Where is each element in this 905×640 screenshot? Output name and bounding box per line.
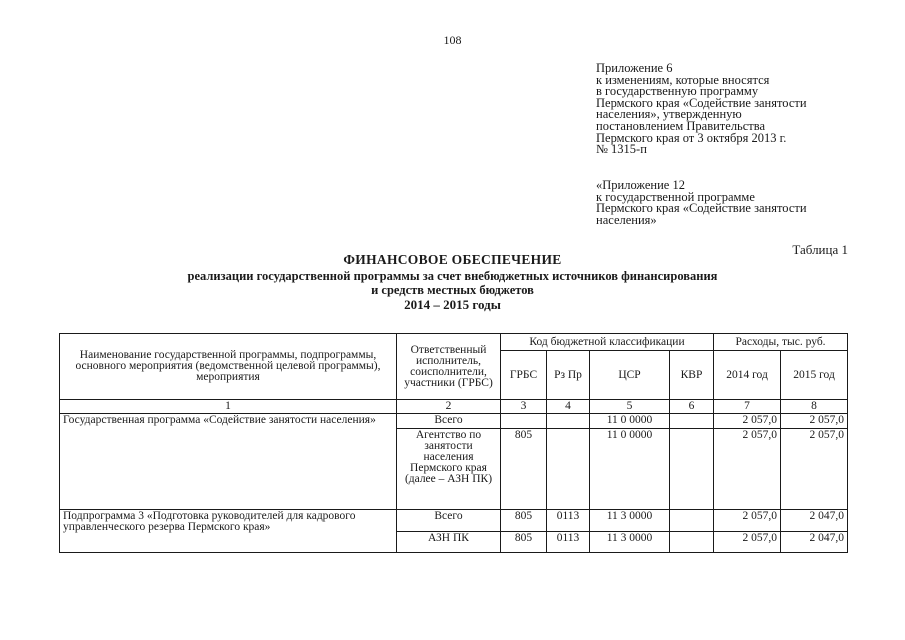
page-number: 108 xyxy=(443,33,462,47)
grbs-cell: 805 xyxy=(501,429,547,510)
table-label: Таблица 1 xyxy=(792,242,848,257)
rzpr-cell: 0113 xyxy=(547,510,590,532)
document-subtitle-line: реализации государственной программы за счет внебюджетных источников финансирования xyxy=(187,269,718,283)
amount-2014-cell: 2 057,0 xyxy=(714,532,781,553)
appendix-12-line: населения» xyxy=(596,212,657,227)
subprogram-name-cell: Подпрограмма 3 «Подготовка руководителей для кадрового управленческого резерва Пермского края» xyxy=(60,510,397,553)
amount-2015-cell: 2 047,0 xyxy=(781,532,848,553)
appendix-6-line: № 1315-п xyxy=(596,142,647,157)
rzpr-cell xyxy=(547,429,590,510)
amount-2014-cell: 2 057,0 xyxy=(714,510,781,532)
appendix-6-line: к изменениям, которые вносятся xyxy=(596,72,770,87)
appendix-6-line: Приложение 6 xyxy=(596,61,673,75)
header-grbs: ГРБС xyxy=(501,351,547,400)
header-csr: ЦСР xyxy=(590,351,670,400)
table-row xyxy=(60,510,848,532)
amount-2015-cell: 2 057,0 xyxy=(781,429,848,510)
executor-cell: Агентство по занятости населения Пермского края (далее – АЗН ПК) xyxy=(397,429,501,510)
appendix-12-line: к государственной программе xyxy=(596,189,755,204)
financing-table xyxy=(59,333,848,553)
appendix-6-line: населения», утвержденную xyxy=(596,107,742,122)
appendix-6-line: постановлением Правительства xyxy=(596,118,766,133)
csr-cell: 11 0 0000 xyxy=(590,414,670,429)
amount-2015-cell: 2 057,0 xyxy=(781,414,848,429)
appendix-6-line: Пермского края «Содействие занятости xyxy=(596,95,807,110)
program-name-cell: Государственная программа «Содействие занятости населения» xyxy=(60,414,397,510)
header-kvr: КВР xyxy=(670,351,714,400)
appendix-12-line: Пермского края «Содействие занятости xyxy=(596,201,807,216)
appendix-12-line: «Приложение 12 xyxy=(596,178,685,192)
column-number: 2 xyxy=(397,400,501,414)
rzpr-cell: 0113 xyxy=(547,532,590,553)
executor-cell: Всего xyxy=(397,510,501,532)
column-number: 8 xyxy=(781,400,848,414)
column-number: 5 xyxy=(590,400,670,414)
kvr-cell xyxy=(670,429,714,510)
header-expenses: Расходы, тыс. руб. xyxy=(714,334,848,351)
header-rzpr: Рз Пр xyxy=(547,351,590,400)
executor-cell: Всего xyxy=(397,414,501,429)
grbs-cell xyxy=(501,414,547,429)
header-2014: 2014 год xyxy=(714,351,781,400)
appendix-12-header xyxy=(596,180,807,226)
table-header-row xyxy=(60,334,848,351)
kvr-cell xyxy=(670,510,714,532)
column-number: 7 xyxy=(714,400,781,414)
document-title: ФИНАНСОВОЕ ОБЕСПЕЧЕНИЕ xyxy=(343,252,562,267)
column-number: 4 xyxy=(547,400,590,414)
appendix-6-header xyxy=(596,63,807,156)
appendix-6-line: Пермского края от 3 октября 2013 г. xyxy=(596,130,787,145)
executor-cell: АЗН ПК xyxy=(397,532,501,553)
column-number-row xyxy=(60,400,848,414)
rzpr-cell xyxy=(547,414,590,429)
csr-cell: 11 3 0000 xyxy=(590,510,670,532)
header-budget-code: Код бюджетной классификации xyxy=(501,334,714,351)
amount-2015-cell: 2 047,0 xyxy=(781,510,848,532)
document-period: 2014 – 2015 годы xyxy=(404,297,501,312)
table-row xyxy=(60,414,848,429)
column-number: 3 xyxy=(501,400,547,414)
kvr-cell xyxy=(670,532,714,553)
column-number: 6 xyxy=(670,400,714,414)
csr-cell: 11 3 0000 xyxy=(590,532,670,553)
document-subtitle-line: и средств местных бюджетов xyxy=(371,283,534,297)
kvr-cell xyxy=(670,414,714,429)
header-executor: Ответственный исполнитель, соисполнители, участники (ГРБС) xyxy=(397,334,501,400)
column-number: 1 xyxy=(60,400,397,414)
grbs-cell: 805 xyxy=(501,510,547,532)
header-name: Наименование государственной программы, подпрограммы, основного мероприятия (ведомственной целевой программы), мероприятия xyxy=(60,334,397,400)
amount-2014-cell: 2 057,0 xyxy=(714,429,781,510)
header-2015: 2015 год xyxy=(781,351,848,400)
appendix-6-line: в государственную программу xyxy=(596,84,759,99)
csr-cell: 11 0 0000 xyxy=(590,429,670,510)
grbs-cell: 805 xyxy=(501,532,547,553)
amount-2014-cell: 2 057,0 xyxy=(714,414,781,429)
